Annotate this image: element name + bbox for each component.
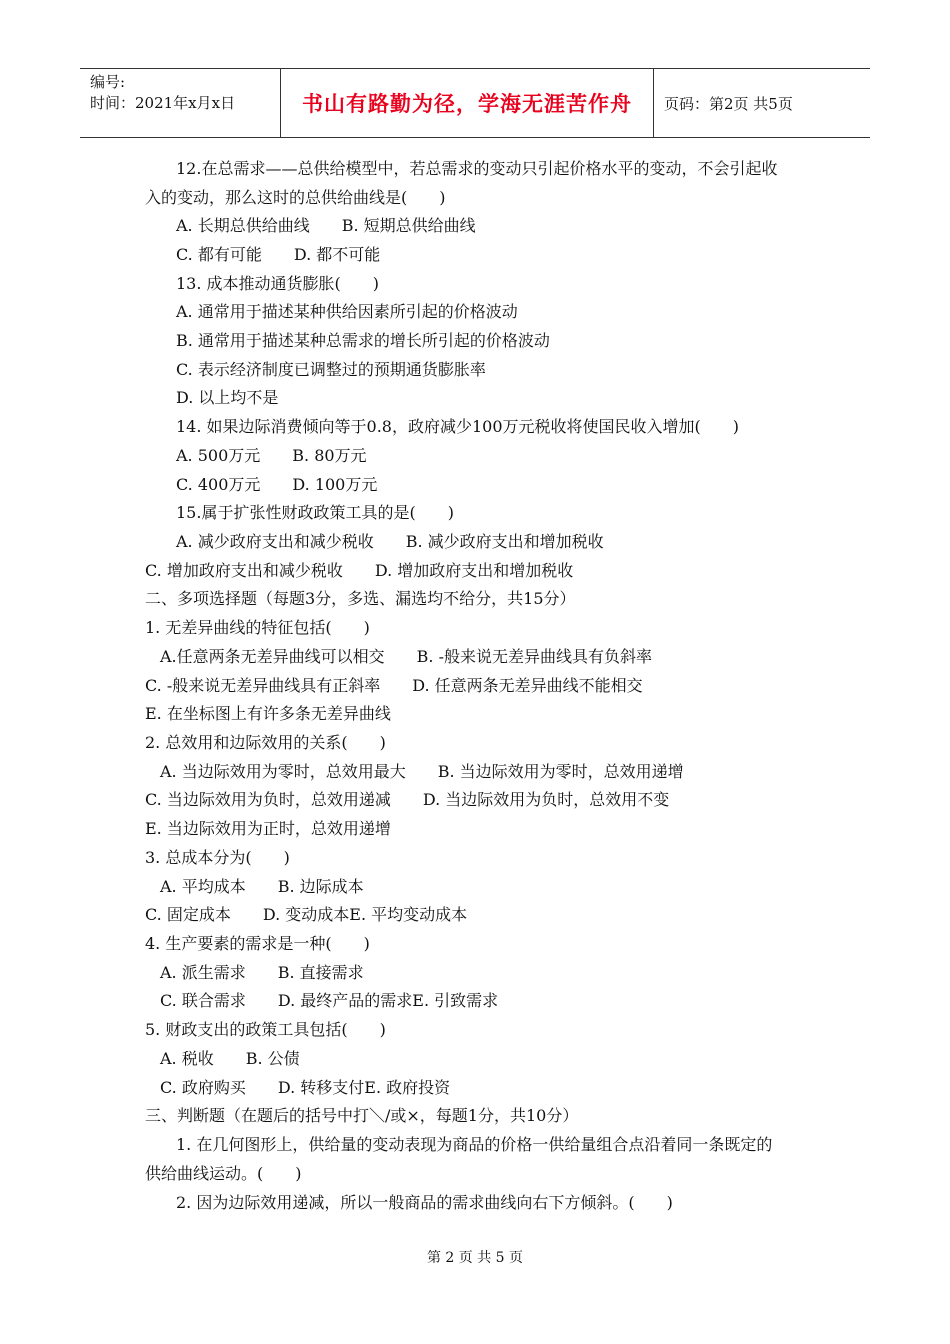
text-line: E. 在坐标图上有许多条无差异曲线 <box>145 704 391 723</box>
text-line: C. 表示经济制度已调整过的预期通货膨胀率 <box>176 360 486 379</box>
text-line: C. 增加政府支出和减少税收 D. 增加政府支出和增加税收 <box>145 561 574 580</box>
text-line: 15.属于扩张性财政政策工具的是( ) <box>176 503 454 522</box>
text-line: 1. 在几何图形上，供给量的变动表现为商品的价格一供给量组合点沿着同一条既定的 <box>176 1135 773 1154</box>
text-line: 5. 财政支出的政策工具包括( ) <box>145 1020 386 1039</box>
text-line: A.任意两条无差异曲线可以相交 B. -般来说无差异曲线具有负斜率 <box>160 647 652 666</box>
text-line: D. 以上均不是 <box>176 388 279 407</box>
text-line: 2. 总效用和边际效用的关系( ) <box>145 733 386 752</box>
text-line: B. 通常用于描述某种总需求的增长所引起的价格波动 <box>176 331 550 350</box>
text-line: A. 平均成本 B. 边际成本 <box>160 877 364 896</box>
text-line: A. 500万元 B. 80万元 <box>176 446 367 465</box>
page-label: 页码：第2页 共5页 <box>664 94 793 113</box>
text-line: A. 税收 B. 公债 <box>160 1049 300 1068</box>
text-line: E. 当边际效用为正时，总效用递增 <box>145 819 391 838</box>
page-footer: 第 2 页 共 5 页 <box>426 1250 524 1266</box>
text-line: A. 当边际效用为零时，总效用最大 B. 当边际效用为零时，总效用递增 <box>160 762 684 781</box>
time-label: 时间：2021年x月x日 <box>90 94 236 112</box>
header-left <box>80 69 280 137</box>
text-line: 入的变动，那么这时的总供给曲线是( ) <box>145 188 446 207</box>
text-line: A. 长期总供给曲线 B. 短期总供给曲线 <box>176 216 476 235</box>
text-line: A. 派生需求 B. 直接需求 <box>160 963 364 982</box>
text-line: 3. 总成本分为( ) <box>145 848 290 867</box>
section-heading: 三、判断题（在题后的括号中打＼/或×，每题1分，共10分） <box>145 1106 579 1125</box>
text-line: 供给曲线运动。( ) <box>145 1164 302 1183</box>
text-line: C. 400万元 D. 100万元 <box>176 475 378 494</box>
text-line: C. 都有可能 D. 都不可能 <box>176 245 381 264</box>
text-line: 2. 因为边际效用递减，所以一般商品的需求曲线向右下方倾斜。( ) <box>176 1193 673 1212</box>
text-line: A. 通常用于描述某种供给因素所引起的价格波动 <box>176 302 518 321</box>
text-line: C. -般来说无差异曲线具有正斜率 D. 任意两条无差异曲线不能相交 <box>145 676 643 695</box>
text-line: 12.在总需求——总供给模型中，若总需求的变动只引起价格水平的变动，不会引起收 <box>176 159 778 178</box>
text-line: C. 当边际效用为负时，总效用递减 D. 当边际效用为负时，总效用不变 <box>145 790 670 809</box>
text-line: 14. 如果边际消费倾向等于0.8，政府减少100万元税收将使国民收入增加( ) <box>176 417 740 436</box>
text-line: C. 固定成本 D. 变动成本E. 平均变动成本 <box>145 905 468 924</box>
text-line: A. 减少政府支出和减少税收 B. 减少政府支出和增加税收 <box>176 532 604 551</box>
text-line: 4. 生产要素的需求是一种( ) <box>145 934 370 953</box>
page-header <box>80 68 870 138</box>
motto: 书山有路勤为径，学海无涯苦作舟 <box>280 69 654 137</box>
text-line: C. 联合需求 D. 最终产品的需求E. 引致需求 <box>160 991 499 1010</box>
section-heading: 二、多项选择题（每题3分，多选、漏选均不给分，共15分） <box>145 589 576 608</box>
text-line: C. 政府购买 D. 转移支付E. 政府投资 <box>160 1078 451 1097</box>
text-line: 1. 无差异曲线的特征包括( ) <box>145 618 370 637</box>
text-line: 13. 成本推动通货膨胀( ) <box>176 274 380 293</box>
number-label: 编号: <box>90 73 126 91</box>
